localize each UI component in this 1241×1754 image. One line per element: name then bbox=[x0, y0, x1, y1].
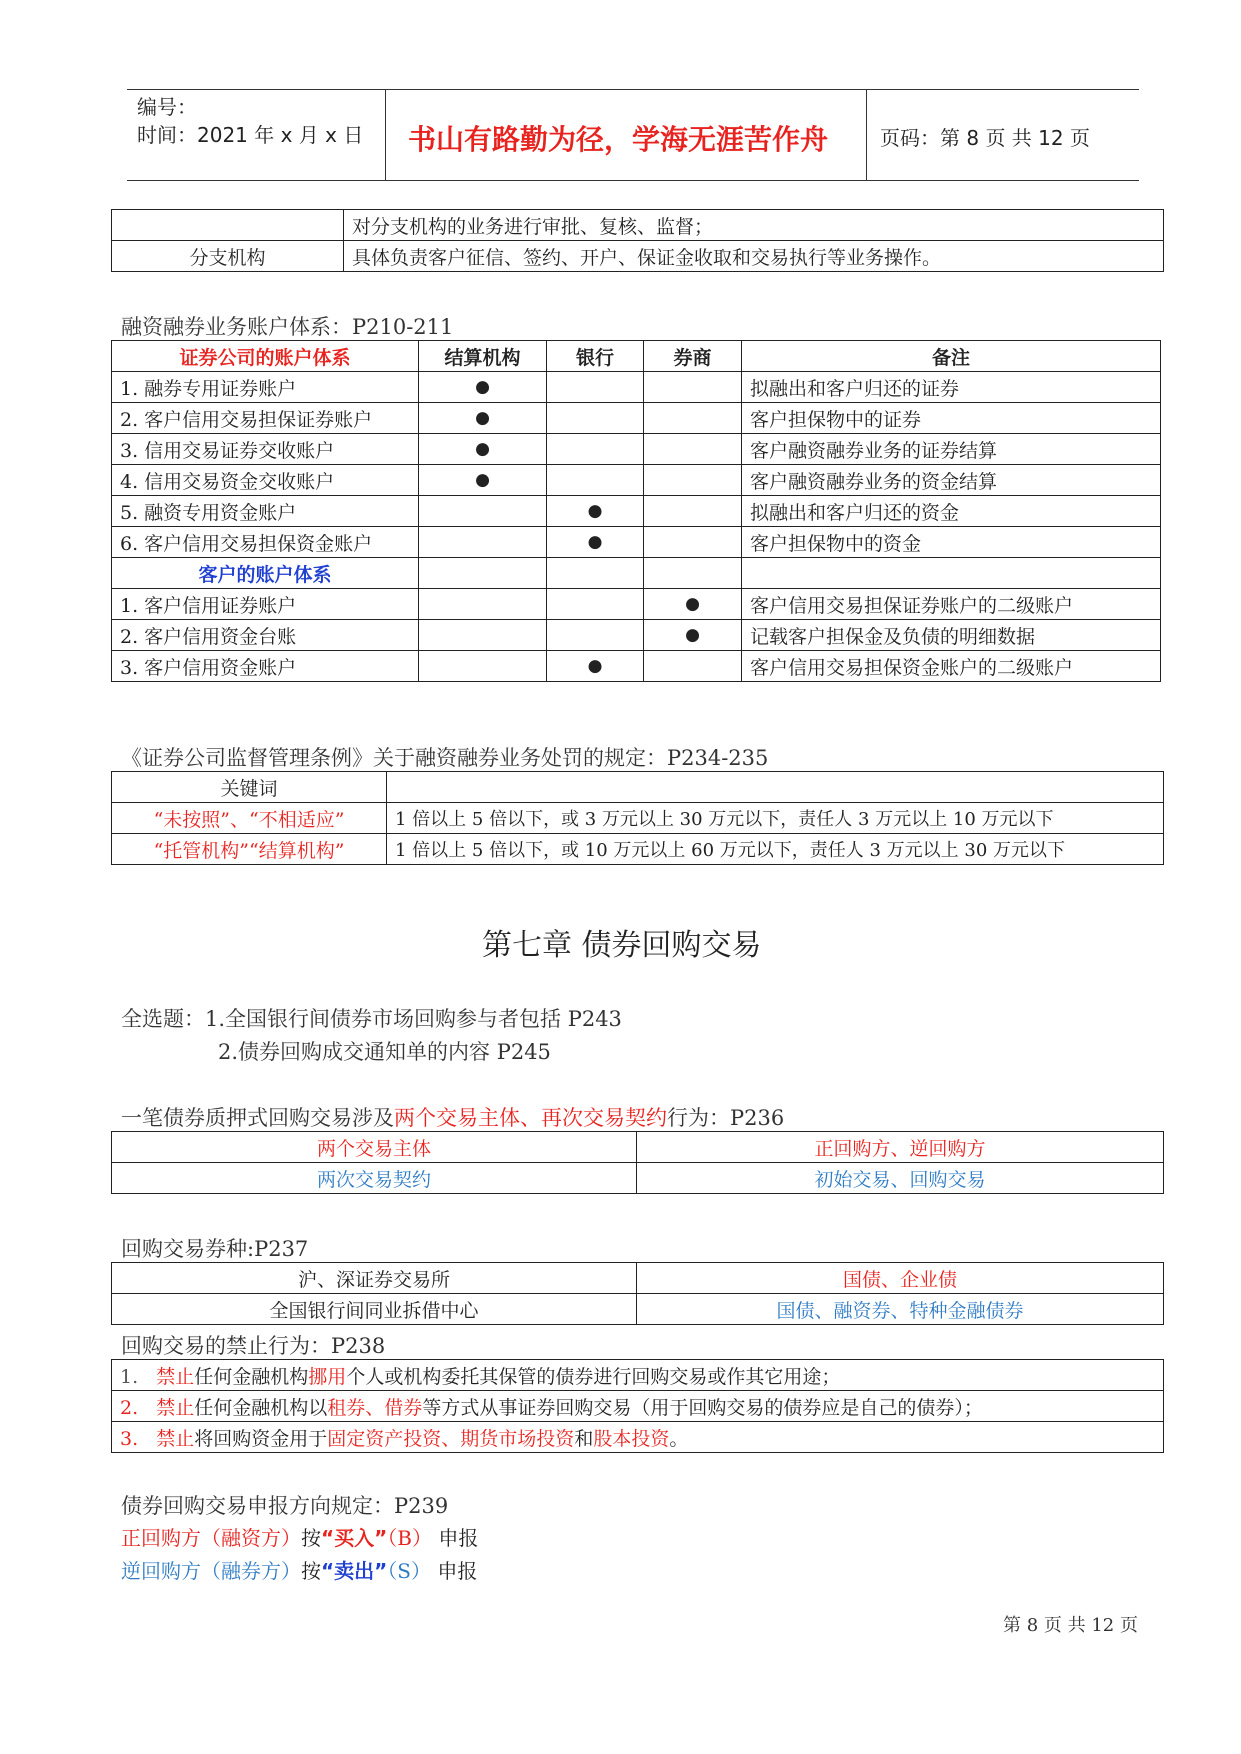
branch-row2-desc: 具体负责客户征信、签约、开户、保证金收取和交易执行等业务操作。 bbox=[344, 241, 1164, 272]
firm-rows bbox=[112, 372, 1161, 558]
account-marker-dot: ● bbox=[419, 403, 547, 434]
account-note: 客户融资融券业务的证券结算 bbox=[742, 434, 1161, 465]
table-row bbox=[112, 434, 1161, 465]
branch-row1-desc: 对分支机构的业务进行审批、复核、监督； bbox=[344, 210, 1164, 241]
table-row bbox=[112, 1132, 1164, 1163]
account-name: 5. 融资专用资金账户 bbox=[112, 496, 419, 527]
empty-cell bbox=[644, 403, 742, 434]
client-rows bbox=[112, 589, 1161, 682]
account-note: 拟融出和客户归还的资金 bbox=[742, 496, 1161, 527]
accounts-header-clearing: 结算机构 bbox=[419, 341, 547, 372]
accounts-header-broker: 券商 bbox=[644, 341, 742, 372]
table-row bbox=[112, 1163, 1164, 1194]
accounts-header-row bbox=[112, 341, 1161, 372]
header-time-label: 时间：2021 年 x 月 x 日 bbox=[137, 123, 364, 147]
repo-subjects-caption: 一笔债券质押式回购交易涉及两个交易主体、再次交易契约行为：P236 bbox=[121, 1106, 785, 1130]
accounts-header-bank: 银行 bbox=[547, 341, 644, 372]
account-marker-dot: ● bbox=[419, 372, 547, 403]
table-row bbox=[112, 772, 1164, 803]
account-marker-dot: ● bbox=[644, 589, 742, 620]
account-marker-dot: ● bbox=[547, 496, 644, 527]
table-row bbox=[112, 1263, 1164, 1294]
table-row bbox=[112, 210, 1164, 241]
header-motto: 书山有路勤为径，学海无涯苦作舟 bbox=[408, 123, 829, 156]
prohibited-item: 1. 禁止任何金融机构挪用个人或机构委托其保管的债券进行回购交易或作其它用途； bbox=[112, 1360, 1164, 1391]
empty-cell bbox=[644, 372, 742, 403]
empty-cell bbox=[547, 403, 644, 434]
account-marker-dot: ● bbox=[547, 527, 644, 558]
direction-caption: 债券回购交易申报方向规定：P239 bbox=[121, 1494, 449, 1518]
empty-cell bbox=[644, 651, 742, 682]
header-divider-left bbox=[385, 89, 386, 181]
account-name: 4. 信用交易资金交收账户 bbox=[112, 465, 419, 496]
repo-types-table bbox=[111, 1262, 1164, 1325]
prohibited-caption: 回购交易的禁止行为：P238 bbox=[121, 1334, 386, 1358]
table-row bbox=[112, 589, 1161, 620]
repo-type-left: 沪、深证券交易所 bbox=[112, 1263, 637, 1294]
chapter-title: 第七章 债券回购交易 bbox=[482, 928, 762, 963]
prohibited-table bbox=[111, 1359, 1164, 1453]
empty-cell bbox=[419, 651, 547, 682]
account-name: 1. 客户信用证券账户 bbox=[112, 589, 419, 620]
empty-cell bbox=[644, 465, 742, 496]
account-name: 3. 信用交易证券交收账户 bbox=[112, 434, 419, 465]
account-name: 3. 客户信用资金账户 bbox=[112, 651, 419, 682]
empty-cell bbox=[547, 465, 644, 496]
header-bottom-rule bbox=[127, 180, 1139, 181]
header-number-label: 编号： bbox=[137, 95, 197, 119]
repo-subject-left: 两次交易契约 bbox=[112, 1163, 637, 1194]
account-note: 客户信用交易担保资金账户的二级账户 bbox=[742, 651, 1161, 682]
account-marker-dot: ● bbox=[547, 651, 644, 682]
table-row bbox=[112, 1360, 1164, 1391]
accounts-header-note: 备注 bbox=[742, 341, 1161, 372]
branch-table bbox=[111, 209, 1164, 272]
header-divider-right bbox=[866, 89, 867, 181]
accounts-header-firm: 证券公司的账户体系 bbox=[112, 341, 419, 372]
empty-cell bbox=[419, 496, 547, 527]
page-footer: 第 8 页 共 12 页 bbox=[1003, 1615, 1138, 1636]
question-line-1: 全选题：1.全国银行间债券市场回购参与者包括 P243 bbox=[121, 1007, 622, 1031]
accounts-client-header-row bbox=[112, 558, 1161, 589]
account-marker-dot: ● bbox=[644, 620, 742, 651]
account-marker-dot: ● bbox=[419, 434, 547, 465]
question-line-2: 2.债券回购成交通知单的内容 P245 bbox=[218, 1040, 551, 1064]
table-row bbox=[112, 1391, 1164, 1422]
header-top-rule bbox=[127, 89, 1139, 90]
accounts-client-header: 客户的账户体系 bbox=[112, 558, 419, 589]
table-row bbox=[112, 241, 1164, 272]
account-name: 1. 融券专用证券账户 bbox=[112, 372, 419, 403]
account-note: 拟融出和客户归还的证券 bbox=[742, 372, 1161, 403]
table-row bbox=[112, 803, 1164, 834]
account-name: 2. 客户信用交易担保证券账户 bbox=[112, 403, 419, 434]
account-note: 客户担保物中的证券 bbox=[742, 403, 1161, 434]
table-row bbox=[112, 1294, 1164, 1325]
penalty-table bbox=[111, 771, 1164, 865]
prohibited-item: 3. 禁止将回购资金用于固定资产投资、期货市场投资和股本投资。 bbox=[112, 1422, 1164, 1453]
direction-line-2: 逆回购方（融券方）按“卖出”（S） 申报 bbox=[121, 1559, 478, 1583]
repo-types-caption: 回购交易券种:P237 bbox=[121, 1237, 309, 1261]
table-row bbox=[112, 372, 1161, 403]
account-note: 客户融资融券业务的资金结算 bbox=[742, 465, 1161, 496]
accounts-caption: 融资融券业务账户体系：P210-211 bbox=[121, 315, 454, 339]
direction-line-1: 正回购方（融资方）按“买入”（B） 申报 bbox=[121, 1526, 479, 1550]
table-row bbox=[112, 403, 1161, 434]
repo-subject-left: 两个交易主体 bbox=[112, 1132, 637, 1163]
repo-type-left: 全国银行间同业拆借中心 bbox=[112, 1294, 637, 1325]
table-row bbox=[112, 496, 1161, 527]
account-marker-dot: ● bbox=[419, 465, 547, 496]
empty-cell bbox=[547, 620, 644, 651]
empty-cell bbox=[644, 527, 742, 558]
penalty-desc: 1 倍以上 5 倍以下，或 10 万元以上 60 万元以下，责任人 3 万元以上 30 万元以下 bbox=[387, 834, 1164, 865]
empty-cell bbox=[547, 372, 644, 403]
empty-cell bbox=[419, 527, 547, 558]
empty-cell bbox=[419, 620, 547, 651]
branch-row2-label: 分支机构 bbox=[112, 241, 344, 272]
account-note: 客户担保物中的资金 bbox=[742, 527, 1161, 558]
prohibited-item: 2. 禁止任何金融机构以租券、借券等方式从事证券回购交易（用于回购交易的债券应是自己的债券）； bbox=[112, 1391, 1164, 1422]
table-row bbox=[112, 527, 1161, 558]
empty-cell bbox=[419, 589, 547, 620]
empty-cell bbox=[547, 434, 644, 465]
header-page-label: 页码：第 8 页 共 12 页 bbox=[880, 126, 1090, 150]
table-row bbox=[112, 1422, 1164, 1453]
empty-cell bbox=[644, 434, 742, 465]
penalty-header: 关键词 bbox=[112, 772, 387, 803]
repo-subject-right: 正回购方、逆回购方 bbox=[637, 1132, 1164, 1163]
penalty-desc: 1 倍以上 5 倍以下，或 3 万元以上 30 万元以下，责任人 3 万元以上 10 万元以下 bbox=[387, 803, 1164, 834]
penalty-keyword: “托管机构”“结算机构” bbox=[112, 834, 387, 865]
penalty-caption: 《证券公司监督管理条例》关于融资融券业务处罚的规定：P234-235 bbox=[121, 746, 769, 770]
repo-subjects-table bbox=[111, 1131, 1164, 1194]
penalty-keyword: “未按照”、“不相适应” bbox=[112, 803, 387, 834]
table-row bbox=[112, 620, 1161, 651]
account-note: 记载客户担保金及负债的明细数据 bbox=[742, 620, 1161, 651]
empty-cell bbox=[644, 496, 742, 527]
table-row bbox=[112, 651, 1161, 682]
repo-type-right: 国债、融资券、特种金融债券 bbox=[637, 1294, 1164, 1325]
repo-type-right: 国债、企业债 bbox=[637, 1263, 1164, 1294]
table-row bbox=[112, 465, 1161, 496]
account-note: 客户信用交易担保证券账户的二级账户 bbox=[742, 589, 1161, 620]
accounts-table bbox=[111, 340, 1161, 682]
repo-subject-right: 初始交易、回购交易 bbox=[637, 1163, 1164, 1194]
empty-cell bbox=[547, 589, 644, 620]
account-name: 2. 客户信用资金台账 bbox=[112, 620, 419, 651]
account-name: 6. 客户信用交易担保资金账户 bbox=[112, 527, 419, 558]
table-row bbox=[112, 834, 1164, 865]
